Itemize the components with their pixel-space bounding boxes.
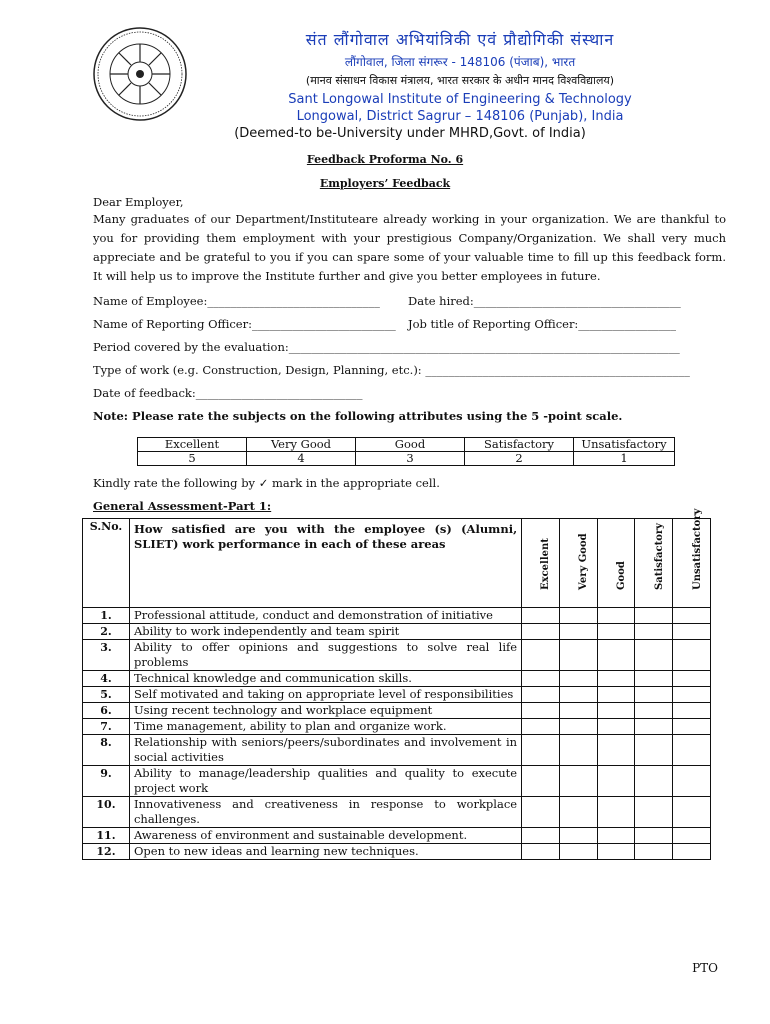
- table-row: [83, 766, 711, 797]
- rating-cell-unsatisfactory[interactable]: [673, 828, 711, 844]
- rating-cell-excellent[interactable]: [522, 797, 560, 828]
- rating-cell-satisfactory[interactable]: [635, 671, 673, 687]
- rating-cell-very-good[interactable]: [559, 640, 597, 671]
- row-number: 5.: [83, 687, 130, 703]
- rating-cell-very-good[interactable]: [559, 703, 597, 719]
- unsatisfactory-column-header: [673, 508, 711, 608]
- table-row: [83, 608, 711, 624]
- row-description: Professional attitude, conduct and demonstration of initiative: [129, 608, 521, 624]
- rating-cell-very-good[interactable]: [559, 766, 597, 797]
- rating-cell-unsatisfactory[interactable]: [673, 687, 711, 703]
- rating-cell-satisfactory[interactable]: [635, 703, 673, 719]
- salutation: Dear Employer,: [93, 195, 184, 209]
- row-description: Relationship with seniors/peers/subordinates and involvement in social activities: [129, 735, 521, 766]
- proforma-title: Feedback Proforma No. 6: [306, 153, 464, 166]
- table-row: [83, 844, 711, 860]
- assessment-table: [82, 508, 711, 860]
- row-description: Technical knowledge and communication skills.: [129, 671, 521, 687]
- rating-cell-very-good[interactable]: [559, 719, 597, 735]
- intro-paragraph: Many graduates of our Department/Instituteare already working in your organization. We are thankful to you for providing them employment with your prestigious Company/Organization. We shall very much appreciate and be grateful to you if you can spare some of your valuable time to fill up this feedback form. It will help us to improve the Institute further and give you better employees in future.: [93, 212, 726, 283]
- rating-cell-satisfactory[interactable]: [635, 828, 673, 844]
- hindi-institute-name: संत लौंगोवाल अभियांत्रिकी एवं प्रौद्योगिकी संस्थान: [305, 30, 615, 49]
- rating-cell-unsatisfactory[interactable]: [673, 735, 711, 766]
- rating-cell-good[interactable]: [597, 687, 635, 703]
- rating-cell-excellent[interactable]: [522, 719, 560, 735]
- rating-cell-good[interactable]: [597, 844, 635, 860]
- row-description: Using recent technology and workplace equipment: [129, 703, 521, 719]
- satisfactory-column-header: [635, 519, 673, 608]
- rating-cell-very-good[interactable]: [559, 608, 597, 624]
- sno-header: S.No.: [83, 519, 130, 608]
- rating-cell-very-good[interactable]: [559, 671, 597, 687]
- row-number: 7.: [83, 719, 130, 735]
- table-row: [83, 797, 711, 828]
- rating-cell-unsatisfactory[interactable]: [673, 640, 711, 671]
- evaluation-period-field[interactable]: Period covered by the evaluation:____________________________________________________________________: [93, 340, 680, 354]
- header-label: Very Good: [578, 533, 590, 590]
- rating-cell-very-good[interactable]: [559, 828, 597, 844]
- scale-value: 1: [574, 452, 675, 466]
- row-number: 1.: [83, 608, 130, 624]
- header-label: Unsatisfactory: [691, 508, 703, 590]
- scale-label: Very Good: [247, 438, 356, 452]
- institute-name: Sant Longowal Institute of Engineering & Technology: [288, 92, 632, 107]
- rating-cell-satisfactory[interactable]: [635, 687, 673, 703]
- row-number: 11.: [83, 828, 130, 844]
- rating-cell-good[interactable]: [597, 608, 635, 624]
- rating-scale-table: [137, 437, 675, 466]
- table-row: [83, 828, 711, 844]
- row-description: Ability to work independently and team spirit: [129, 624, 521, 640]
- rating-cell-satisfactory[interactable]: [635, 844, 673, 860]
- rating-cell-excellent[interactable]: [522, 735, 560, 766]
- rating-cell-excellent[interactable]: [522, 844, 560, 860]
- rating-cell-good[interactable]: [597, 719, 635, 735]
- row-description: Awareness of environment and sustainable development.: [129, 828, 521, 844]
- scale-value: 5: [138, 452, 247, 466]
- scale-label: Excellent: [138, 438, 247, 452]
- rating-cell-good[interactable]: [597, 624, 635, 640]
- header-label: Excellent: [540, 538, 552, 590]
- rating-cell-good[interactable]: [597, 640, 635, 671]
- scale-label: Good: [356, 438, 465, 452]
- date-hired-field[interactable]: Date hired:____________________________________: [408, 294, 681, 308]
- table-row: [83, 640, 711, 671]
- hindi-address: लौंगोवाल, जिला संगरूर - 148106 (पंजाब), भारत: [344, 55, 576, 69]
- rating-cell-good[interactable]: [597, 703, 635, 719]
- rating-cell-unsatisfactory[interactable]: [673, 766, 711, 797]
- header-label: Good: [616, 561, 628, 590]
- form-title: Employers’ Feedback: [319, 177, 451, 190]
- header-label: Satisfactory: [653, 523, 665, 590]
- rating-cell-satisfactory[interactable]: [635, 719, 673, 735]
- excellent-column-header: [522, 519, 560, 608]
- rating-cell-satisfactory[interactable]: [635, 608, 673, 624]
- rating-cell-unsatisfactory[interactable]: [673, 719, 711, 735]
- row-description: Innovativeness and creativeness in response to workplace challenges.: [129, 797, 521, 828]
- scale-value: 3: [356, 452, 465, 466]
- rating-cell-satisfactory[interactable]: [635, 640, 673, 671]
- type-of-work-field[interactable]: Type of work (e.g. Construction, Design, Planning, etc.): ______________________________________________: [93, 363, 690, 377]
- table-row: [83, 719, 711, 735]
- row-description: Self motivated and taking on appropriate level of responsibilities: [129, 687, 521, 703]
- row-number: 6.: [83, 703, 130, 719]
- row-number: 10.: [83, 797, 130, 828]
- institute-address: Longowal, District Sagrur – 148106 (Punjab), India: [296, 109, 624, 124]
- rating-cell-satisfactory[interactable]: [635, 624, 673, 640]
- table-row: [83, 687, 711, 703]
- rating-cell-excellent[interactable]: [522, 624, 560, 640]
- rating-cell-satisfactory[interactable]: [635, 766, 673, 797]
- table-row: [83, 671, 711, 687]
- reporting-officer-field[interactable]: Name of Reporting Officer:_________________________: [93, 317, 396, 331]
- good-column-header: [597, 519, 635, 608]
- rating-cell-excellent[interactable]: [522, 687, 560, 703]
- row-number: 8.: [83, 735, 130, 766]
- row-number: 9.: [83, 766, 130, 797]
- scale-label: Unsatisfactory: [574, 438, 675, 452]
- pto-label: PTO: [692, 961, 718, 975]
- rating-instruction: Kindly rate the following by ✓ mark in the appropriate cell.: [93, 476, 440, 490]
- rating-cell-satisfactory[interactable]: [635, 735, 673, 766]
- rating-cell-very-good[interactable]: [559, 844, 597, 860]
- row-number: 2.: [83, 624, 130, 640]
- rating-cell-excellent[interactable]: [522, 703, 560, 719]
- rating-cell-very-good[interactable]: [559, 797, 597, 828]
- scale-value: 2: [465, 452, 574, 466]
- question-header: How satisfied are you with the employee (s) (Alumni, SLIET) work performance in each of these areas: [129, 519, 521, 608]
- row-number: 4.: [83, 671, 130, 687]
- table-row: [83, 624, 711, 640]
- rating-cell-excellent[interactable]: [522, 828, 560, 844]
- rating-cell-unsatisfactory[interactable]: [673, 671, 711, 687]
- rating-cell-excellent[interactable]: [522, 608, 560, 624]
- general-assessment-title: General Assessment-Part 1:: [93, 499, 272, 513]
- row-description: Time management, ability to plan and organize work.: [129, 719, 521, 735]
- row-description: Ability to offer opinions and suggestions to solve real life problems: [129, 640, 521, 671]
- row-description: Open to new ideas and learning new techniques.: [129, 844, 521, 860]
- row-number: 3.: [83, 640, 130, 671]
- rating-cell-unsatisfactory[interactable]: [673, 703, 711, 719]
- rating-cell-unsatisfactory[interactable]: [673, 797, 711, 828]
- scale-value: 4: [247, 452, 356, 466]
- rating-cell-good[interactable]: [597, 766, 635, 797]
- very-good-column-header: [559, 519, 597, 608]
- table-row: [83, 735, 711, 766]
- rating-cell-good[interactable]: [597, 797, 635, 828]
- deemed-university-line: (Deemed-to be-University under MHRD,Govt. of India): [234, 126, 586, 141]
- rating-cell-satisfactory[interactable]: [635, 797, 673, 828]
- rating-cell-unsatisfactory[interactable]: [673, 624, 711, 640]
- rating-cell-good[interactable]: [597, 828, 635, 844]
- row-number: 12.: [83, 844, 130, 860]
- rating-cell-very-good[interactable]: [559, 687, 597, 703]
- date-of-feedback-field[interactable]: Date of feedback:_____________________________: [93, 386, 363, 400]
- table-row: [83, 703, 711, 719]
- hindi-deemed-line: (मानव संसाधन विकास मंत्रालय, भारत सरकार के अधीन मानद विश्वविद्यालय): [305, 74, 615, 87]
- rating-cell-very-good[interactable]: [559, 624, 597, 640]
- rating-cell-excellent[interactable]: [522, 766, 560, 797]
- scale-label: Satisfactory: [465, 438, 574, 452]
- rating-cell-excellent[interactable]: [522, 671, 560, 687]
- rating-cell-good[interactable]: [597, 671, 635, 687]
- job-title-field[interactable]: Job title of Reporting Officer:_________________: [408, 317, 677, 331]
- rating-note: Note: Please rate the subjects on the following attributes using the 5 -point scale.: [93, 409, 623, 423]
- employee-name-field[interactable]: Name of Employee:______________________________: [93, 294, 380, 308]
- rating-cell-very-good[interactable]: [559, 735, 597, 766]
- rating-cell-excellent[interactable]: [522, 640, 560, 671]
- row-description: Ability to manage/leadership qualities and quality to execute project work: [129, 766, 521, 797]
- rating-cell-unsatisfactory[interactable]: [673, 844, 711, 860]
- rating-cell-good[interactable]: [597, 735, 635, 766]
- rating-cell-unsatisfactory[interactable]: [673, 608, 711, 624]
